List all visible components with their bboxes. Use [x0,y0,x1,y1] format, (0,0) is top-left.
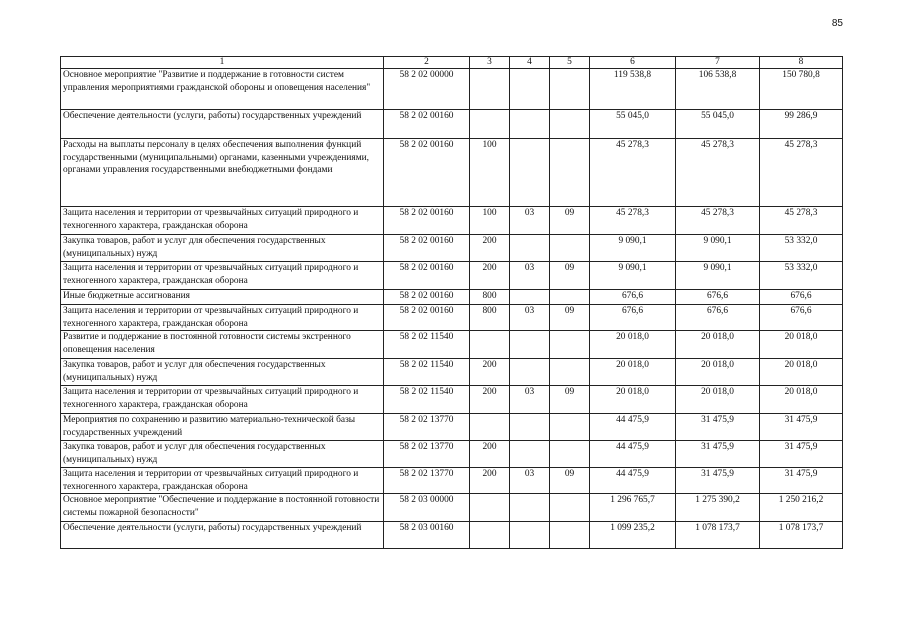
table-row [61,290,843,305]
row-expense-type [470,69,510,110]
row-subsection [550,331,590,359]
row-name: Защита населения и территории от чрезвычайных ситуаций природного и техногенного характера, гражданская оборона [61,468,384,494]
row-expense-type [470,414,510,441]
row-code: 58 2 02 11540 [384,331,470,359]
row-value-8: 31 475,9 [760,441,843,468]
table-row [61,207,843,235]
row-subsection [550,139,590,207]
header-cell: 8 [760,57,843,69]
header-cell: 1 [61,57,384,69]
row-subsection [550,235,590,262]
row-section [510,414,550,441]
row-name: Основное мероприятие "Развитие и поддержание в готовности систем управления мероприятиями гражданской обороны и оповещения населения" [61,69,384,110]
row-expense-type: 200 [470,235,510,262]
row-expense-type: 100 [470,207,510,235]
row-section [510,331,550,359]
row-subsection: 09 [550,305,590,331]
row-name: Защита населения и территории от чрезвычайных ситуаций природного и техногенного характера, гражданская оборона [61,207,384,235]
row-subsection [550,290,590,305]
row-code: 58 2 02 00160 [384,110,470,139]
row-value-7: 55 045,0 [676,110,760,139]
table-row [61,468,843,494]
row-code: 58 2 02 00160 [384,262,470,290]
row-subsection [550,359,590,386]
row-name: Защита населения и территории от чрезвычайных ситуаций природного и техногенного характера, гражданская оборона [61,386,384,414]
row-value-6: 20 018,0 [590,386,676,414]
row-section [510,494,550,522]
row-value-8: 99 286,9 [760,110,843,139]
row-value-6: 119 538,8 [590,69,676,110]
row-value-8: 20 018,0 [760,359,843,386]
table-row [61,386,843,414]
row-value-6: 44 475,9 [590,414,676,441]
row-expense-type: 200 [470,441,510,468]
row-name: Обеспечение деятельности (услуги, работы) государственных учреждений [61,110,384,139]
row-subsection [550,110,590,139]
row-value-6: 45 278,3 [590,207,676,235]
row-value-6: 55 045,0 [590,110,676,139]
row-subsection: 09 [550,207,590,235]
row-subsection [550,414,590,441]
header-cell: 4 [510,57,550,69]
row-value-8: 45 278,3 [760,139,843,207]
row-value-7: 31 475,9 [676,468,760,494]
row-expense-type: 100 [470,139,510,207]
row-expense-type: 200 [470,468,510,494]
row-value-8: 31 475,9 [760,468,843,494]
row-value-8: 20 018,0 [760,331,843,359]
row-code: 58 2 02 11540 [384,359,470,386]
row-value-6: 44 475,9 [590,441,676,468]
row-value-7: 20 018,0 [676,331,760,359]
row-code: 58 2 02 00000 [384,69,470,110]
row-value-8: 45 278,3 [760,207,843,235]
header-row [61,57,843,69]
row-expense-type: 800 [470,305,510,331]
row-value-8: 53 332,0 [760,262,843,290]
row-section: 03 [510,207,550,235]
row-subsection [550,69,590,110]
header-cell: 5 [550,57,590,69]
row-value-7: 676,6 [676,305,760,331]
row-code: 58 2 02 00160 [384,139,470,207]
row-value-6: 20 018,0 [590,359,676,386]
row-name: Расходы на выплаты персоналу в целях обеспечения выполнения функций государственными (муниципальными) органами, казенными учреждениями, органами управления государственными внебюджетными фондами [61,139,384,207]
row-code: 58 2 02 00160 [384,290,470,305]
row-code: 58 2 03 00000 [384,494,470,522]
row-value-7: 106 538,8 [676,69,760,110]
row-value-8: 676,6 [760,305,843,331]
row-expense-type: 200 [470,359,510,386]
row-value-6: 9 090,1 [590,235,676,262]
row-value-6: 1 099 235,2 [590,522,676,549]
row-value-7: 676,6 [676,290,760,305]
row-value-6: 20 018,0 [590,331,676,359]
row-value-8: 676,6 [760,290,843,305]
row-subsection [550,494,590,522]
row-code: 58 2 02 11540 [384,386,470,414]
row-subsection [550,441,590,468]
row-value-7: 1 275 390,2 [676,494,760,522]
row-value-8: 53 332,0 [760,235,843,262]
table-row [61,522,843,549]
row-expense-type [470,522,510,549]
table-row [61,414,843,441]
row-subsection: 09 [550,262,590,290]
row-value-8: 31 475,9 [760,414,843,441]
row-name: Защита населения и территории от чрезвычайных ситуаций природного и техногенного характера, гражданская оборона [61,305,384,331]
table-row [61,262,843,290]
table-row [61,139,843,207]
row-section [510,359,550,386]
row-value-7: 31 475,9 [676,441,760,468]
row-section [510,290,550,305]
table-row [61,69,843,110]
row-section: 03 [510,468,550,494]
row-value-7: 45 278,3 [676,207,760,235]
row-code: 58 2 02 00160 [384,235,470,262]
row-expense-type: 200 [470,386,510,414]
row-expense-type [470,494,510,522]
row-name: Развитие и поддержание в постоянной готовности системы экстренного оповещения населения [61,331,384,359]
row-section [510,110,550,139]
budget-table [60,56,843,549]
page-number: 85 [831,18,843,29]
row-subsection: 09 [550,468,590,494]
row-code: 58 2 03 00160 [384,522,470,549]
table-row [61,305,843,331]
row-value-7: 31 475,9 [676,414,760,441]
row-value-6: 45 278,3 [590,139,676,207]
row-value-8: 1 250 216,2 [760,494,843,522]
table-row [61,110,843,139]
row-expense-type: 800 [470,290,510,305]
row-name: Закупка товаров, работ и услуг для обеспечения государственных (муниципальных) нужд [61,235,384,262]
row-section: 03 [510,305,550,331]
row-value-6: 1 296 765,7 [590,494,676,522]
row-code: 58 2 02 00160 [384,305,470,331]
row-value-8: 20 018,0 [760,386,843,414]
row-code: 58 2 02 00160 [384,207,470,235]
row-code: 58 2 02 13770 [384,468,470,494]
header-cell: 7 [676,57,760,69]
row-section [510,235,550,262]
row-name: Закупка товаров, работ и услуг для обеспечения государственных (муниципальных) нужд [61,441,384,468]
row-name: Мероприятия по сохранению и развитию материально-технической базы государственных учреждений [61,414,384,441]
table-row [61,359,843,386]
table-row [61,331,843,359]
row-section [510,441,550,468]
row-expense-type: 200 [470,262,510,290]
header-cell: 2 [384,57,470,69]
row-expense-type [470,110,510,139]
table-row [61,235,843,262]
row-value-6: 44 475,9 [590,468,676,494]
row-name: Обеспечение деятельности (услуги, работы) государственных учреждений [61,522,384,549]
header-cell: 6 [590,57,676,69]
table-row [61,441,843,468]
row-value-7: 1 078 173,7 [676,522,760,549]
table-row [61,494,843,522]
row-section: 03 [510,386,550,414]
row-expense-type [470,331,510,359]
header-cell: 3 [470,57,510,69]
row-value-6: 676,6 [590,290,676,305]
row-name: Закупка товаров, работ и услуг для обеспечения государственных (муниципальных) нужд [61,359,384,386]
row-value-8: 150 780,8 [760,69,843,110]
row-code: 58 2 02 13770 [384,414,470,441]
row-value-6: 9 090,1 [590,262,676,290]
row-name: Основное мероприятие "Обеспечение и поддержание в постоянной готовности системы пожарной безопасности" [61,494,384,522]
row-name: Защита населения и территории от чрезвычайных ситуаций природного и техногенного характера, гражданская оборона [61,262,384,290]
row-section [510,139,550,207]
row-value-6: 676,6 [590,305,676,331]
row-value-7: 20 018,0 [676,386,760,414]
row-name: Иные бюджетные ассигнования [61,290,384,305]
row-section: 03 [510,262,550,290]
row-subsection: 09 [550,386,590,414]
row-value-8: 1 078 173,7 [760,522,843,549]
row-value-7: 45 278,3 [676,139,760,207]
row-section [510,69,550,110]
row-value-7: 9 090,1 [676,262,760,290]
row-code: 58 2 02 13770 [384,441,470,468]
row-value-7: 9 090,1 [676,235,760,262]
row-section [510,522,550,549]
row-subsection [550,522,590,549]
row-value-7: 20 018,0 [676,359,760,386]
